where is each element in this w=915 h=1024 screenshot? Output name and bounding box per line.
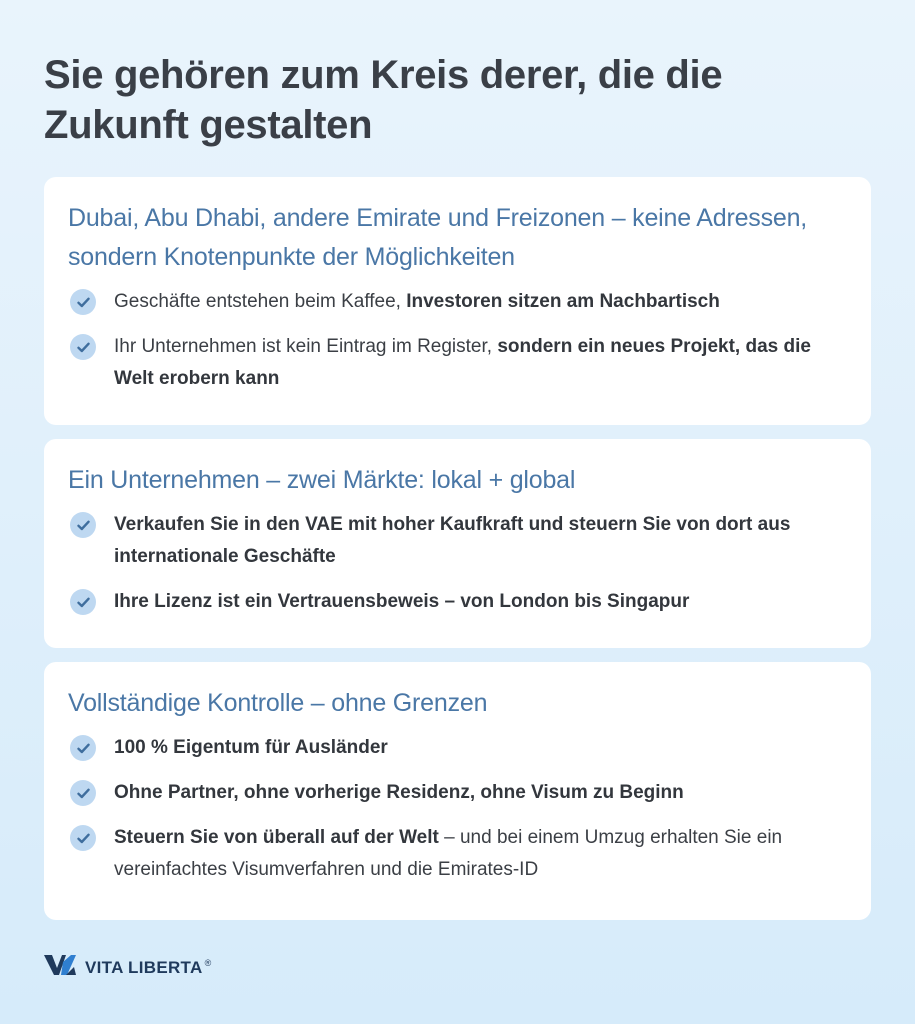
item-text: Ohne Partner, ohne vorherige Residenz, ohne Visum zu Beginn [114, 782, 684, 803]
registered-mark: ® [204, 957, 212, 968]
item-text: Ihre Lizenz ist ein Vertrauensbeweis – von London bis Singapur [114, 591, 690, 612]
check-icon [70, 334, 96, 360]
feature-list [68, 512, 847, 618]
item-text: 100 % Eigentum für Ausländer [114, 737, 388, 758]
feature-list [68, 735, 847, 886]
list-item [68, 735, 847, 764]
check-icon [70, 825, 96, 851]
feature-list [68, 289, 847, 395]
list-item [68, 512, 847, 573]
list-item [68, 289, 847, 318]
list-item [68, 334, 847, 395]
brand-footer [44, 954, 211, 981]
check-icon [70, 289, 96, 315]
card-markets [44, 439, 871, 648]
page-title: Sie gehören zum Kreis derer, die die Zukunft gestalten [44, 53, 723, 147]
card-heading: Ein Unternehmen – zwei Märkte: lokal + global [68, 466, 576, 494]
item-text: Ihr Unternehmen ist kein Eintrag im Register, sondern ein neues Projekt, das die Welt erobern kann [114, 336, 811, 389]
card-heading: Vollständige Kontrolle – ohne Grenzen [68, 689, 488, 717]
brand-name: VITA LIBERTA [85, 957, 203, 977]
check-icon [70, 780, 96, 806]
check-icon [70, 589, 96, 615]
item-text: Steuern Sie von überall auf der Welt – und bei einem Umzug erhalten Sie ein vereinfachtes Visumverfahren und die Emirates-ID [114, 827, 783, 880]
vita-liberta-logo-icon [44, 954, 76, 981]
item-text: Geschäfte entstehen beim Kaffee, Investoren sitzen am Nachbartisch [114, 291, 720, 312]
check-icon [70, 735, 96, 761]
list-item [68, 780, 847, 809]
list-item [68, 825, 847, 886]
check-icon [70, 512, 96, 538]
card-heading: Dubai, Abu Dhabi, andere Emirate und Freizonen – keine Adressen, sondern Knotenpunkte der Möglichkeiten [68, 204, 808, 271]
list-item [68, 589, 847, 618]
card-control [44, 662, 871, 920]
item-text: Verkaufen Sie in den VAE mit hoher Kaufkraft und steuern Sie von dort aus internationale Geschäfte [114, 514, 791, 567]
card-locations [44, 177, 871, 425]
